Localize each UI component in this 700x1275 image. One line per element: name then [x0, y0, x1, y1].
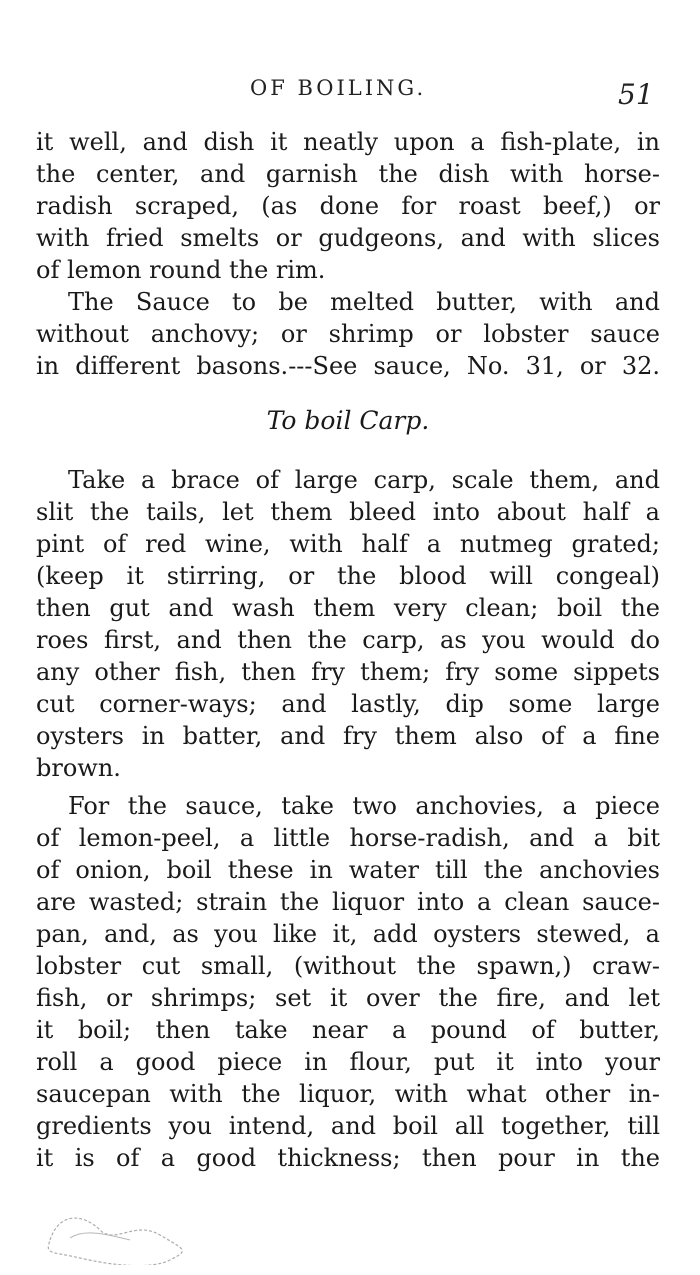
text-line: Take a brace of large carp, scale them, and	[68, 466, 660, 494]
ink-stain	[40, 1180, 200, 1265]
text-line: pan, and, as you like it, add oysters stewed, a	[36, 920, 660, 948]
text-line: cut corner-ways; and lastly, dip some large	[36, 690, 660, 718]
text-line: saucepan with the liquor, with what other in-	[36, 1080, 660, 1108]
page-header	[0, 72, 700, 112]
text-line: the center, and garnish the dish with horse-	[36, 160, 660, 188]
text-line: (keep it stirring, or the blood will congeal)	[36, 562, 660, 590]
text-line: it well, and dish it neatly upon a fish-plate, in	[36, 128, 660, 156]
text-line: roll a good piece in flour, put it into your	[36, 1048, 660, 1076]
text-line: with fried smelts or gudgeons, and with slices	[36, 224, 660, 252]
text-line: radish scraped, (as done for roast beef,) or	[36, 192, 660, 220]
paragraph-garnish	[36, 126, 660, 286]
text-line: For the sauce, take two anchovies, a piece	[68, 792, 660, 820]
text-line: pint of red wine, with half a nutmeg grated;	[36, 530, 660, 558]
text-line: it is of a good thickness; then pour in the	[36, 1144, 660, 1172]
text-line: of onion, boil these in water till the anchovies	[36, 856, 660, 884]
paragraph-method	[36, 464, 660, 784]
paragraph-sauce-method	[36, 790, 660, 1174]
text-line: of lemon round the rim.	[36, 256, 326, 284]
text-line: in different basons.---See sauce, No. 31, or 32.	[36, 352, 660, 380]
text-line: fish, or shrimps; set it over the fire, and let	[36, 984, 660, 1012]
text-line: are wasted; strain the liquor into a clean sauce-	[36, 888, 660, 916]
paragraph-sauce	[36, 286, 660, 382]
text-line: it boil; then take near a pound of butter,	[36, 1016, 660, 1044]
running-head: OF BOILING.	[250, 76, 427, 100]
text-line: of lemon-peel, a little horse-radish, and a bit	[36, 824, 660, 852]
text-line: without anchovy; or shrimp or lobster sauce	[36, 320, 660, 348]
body-text	[36, 126, 660, 1174]
page-number: 51	[618, 78, 654, 111]
text-line: brown.	[36, 754, 121, 782]
text-line: oysters in batter, and fry them also of a fine	[36, 722, 660, 750]
text-line: gredients you intend, and boil all together, till	[36, 1112, 660, 1140]
text-line: roes first, and then the carp, as you would do	[36, 626, 660, 654]
section-title: To boil Carp.	[266, 406, 430, 435]
text-line: slit the tails, let them bleed into about half a	[36, 498, 660, 526]
text-line: any other fish, then fry them; fry some sippets	[36, 658, 660, 686]
text-line: then gut and wash them very clean; boil the	[36, 594, 660, 622]
text-line: lobster cut small, (without the spawn,) craw-	[36, 952, 660, 980]
text-line: The Sauce to be melted butter, with and	[68, 288, 660, 316]
